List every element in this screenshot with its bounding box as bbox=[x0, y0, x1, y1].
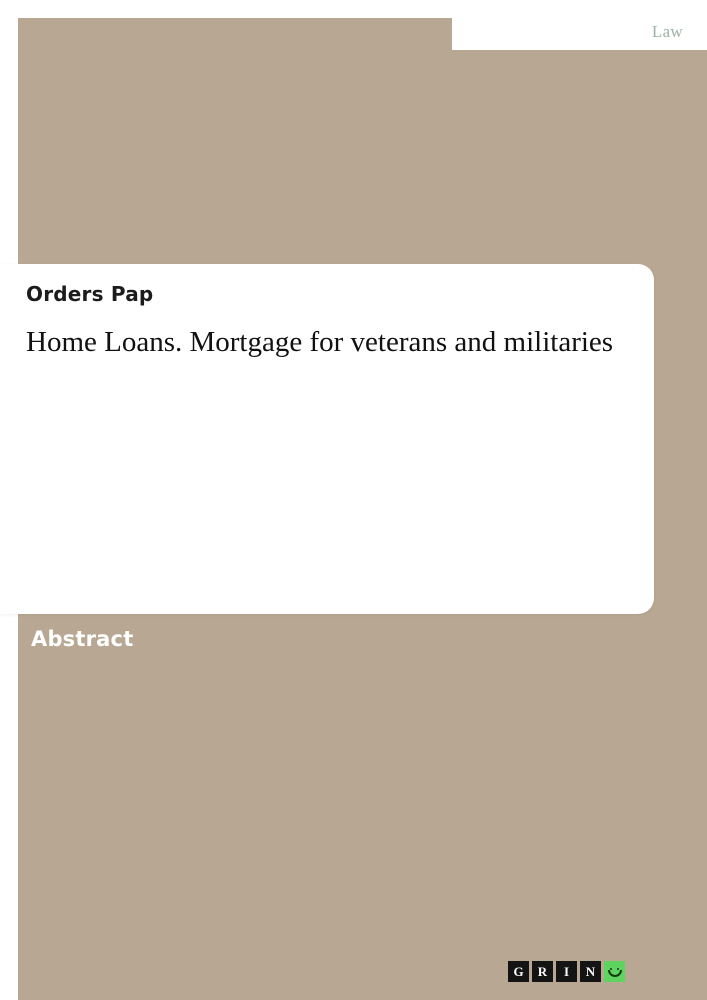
logo-letter-r: R bbox=[532, 961, 553, 982]
smiley-mouth bbox=[608, 970, 622, 977]
logo-letter-i: I bbox=[556, 961, 577, 982]
page-title: Home Loans. Mortgage for veterans and militaries bbox=[26, 326, 614, 358]
grin-logo bbox=[508, 961, 625, 982]
document-type-label: Abstract bbox=[31, 627, 134, 651]
page-edge-top bbox=[0, 0, 707, 18]
logo-letter-n: N bbox=[580, 961, 601, 982]
logo-letter-g: G bbox=[508, 961, 529, 982]
author-name: Orders Pap bbox=[26, 282, 154, 306]
title-card bbox=[0, 264, 654, 614]
smiley-face-icon bbox=[604, 961, 625, 982]
category-label: Law bbox=[651, 22, 683, 41]
